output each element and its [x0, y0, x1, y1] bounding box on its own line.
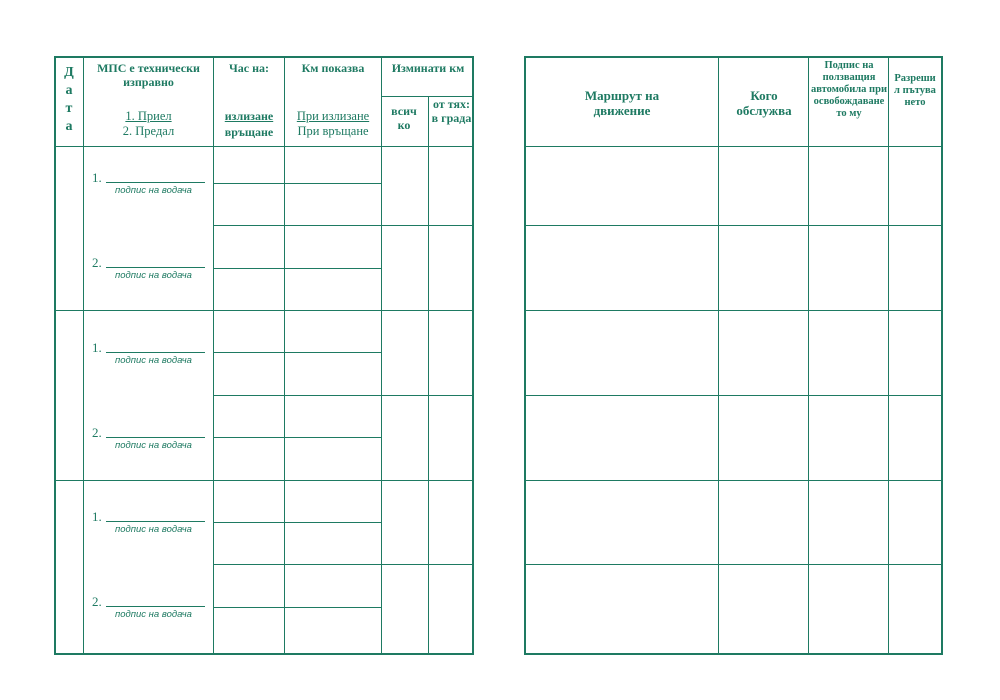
- right-row-line: [524, 564, 943, 565]
- mps-header: МПС е технически изправно: [97, 61, 200, 89]
- block-separator: [54, 310, 474, 311]
- signature-line: [106, 606, 205, 607]
- time-km-row-line: [213, 352, 381, 353]
- route-header: Маршрут на движение: [584, 88, 660, 118]
- traveled-row-line: [381, 395, 474, 396]
- km-header: Км показва: [301, 61, 365, 75]
- signature-caption: подпис на водача: [115, 270, 192, 281]
- hour-header: Час на:: [228, 61, 270, 75]
- time-km-row-line: [213, 183, 381, 184]
- signature-caption: подпис на водача: [115, 524, 192, 535]
- time-km-row-line: [213, 607, 381, 608]
- traveled-header: Изминати км: [391, 61, 465, 75]
- signature-caption: подпис на водача: [115, 440, 192, 451]
- traveled-row-line: [381, 564, 474, 565]
- signature-caption: подпис на водача: [115, 355, 192, 366]
- mps-option-accepted: 1. Приел: [125, 109, 172, 123]
- signature-line: [106, 267, 205, 268]
- block-separator: [54, 480, 474, 481]
- right-row-line: [524, 395, 943, 396]
- right-row-line: [524, 310, 943, 311]
- time-km-row-line: [213, 225, 381, 226]
- km-out-label: При излизане: [296, 109, 370, 123]
- right-row-line: [524, 480, 943, 481]
- signature-line: [106, 437, 205, 438]
- time-km-row-line: [213, 268, 381, 269]
- left-col-divider: [428, 96, 429, 655]
- signature-line: [106, 182, 205, 183]
- hour-out-label: излизане: [224, 109, 274, 123]
- signature-caption: подпис на водача: [115, 609, 192, 620]
- user-signature-header: Подпис на ползващия автомобила при освобождаване то му: [811, 60, 887, 119]
- km-back-label: При връщане: [297, 124, 369, 138]
- time-km-row-line: [213, 522, 381, 523]
- time-km-row-line: [213, 437, 381, 438]
- traveled-city-label: от тях: в града: [431, 97, 472, 125]
- hour-back-label: връщане: [224, 125, 274, 139]
- permitted-header: Разрешил пътуването: [894, 73, 936, 108]
- right-header-bottom: [524, 146, 943, 147]
- right-row-line: [524, 225, 943, 226]
- signature-line: [106, 352, 205, 353]
- sig-number: 1.: [92, 170, 102, 185]
- time-km-row-line: [213, 395, 381, 396]
- sig-number: 2.: [92, 425, 102, 440]
- sig-number: 2.: [92, 255, 102, 270]
- signature-line: [106, 521, 205, 522]
- date-header: Д а т а: [64, 65, 74, 134]
- served-header: Кого обслужва: [736, 88, 792, 118]
- mps-option-handed: 2. Предал: [122, 124, 175, 138]
- traveled-row-line: [381, 225, 474, 226]
- sig-number: 1.: [92, 340, 102, 355]
- time-km-row-line: [213, 564, 381, 565]
- left-header-bottom: [54, 146, 474, 147]
- signature-caption: подпис на водача: [115, 185, 192, 196]
- sig-number: 1.: [92, 509, 102, 524]
- sig-number: 2.: [92, 594, 102, 609]
- traveled-total-label: всич ко: [391, 104, 417, 132]
